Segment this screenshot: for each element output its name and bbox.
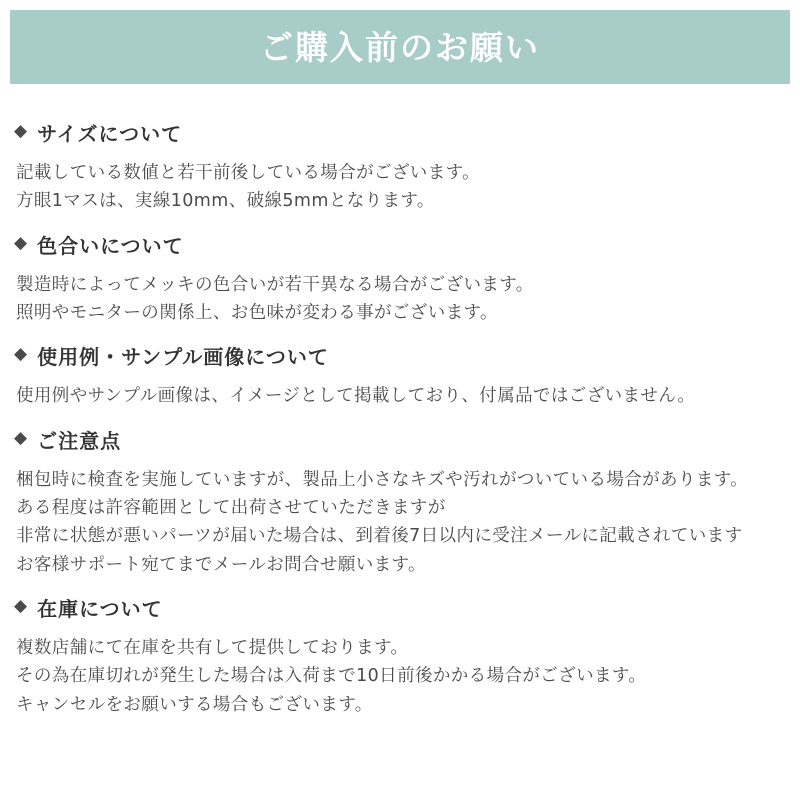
section-sample-images bbox=[14, 341, 786, 410]
section-title: 使用例・サンプル画像について bbox=[37, 345, 329, 370]
section-heading bbox=[14, 230, 786, 259]
page-banner bbox=[10, 10, 790, 84]
body-line: 記載している数値と若干前後している場合がございます。 bbox=[16, 163, 480, 183]
section-title: 色合いについて bbox=[37, 233, 184, 258]
body-line: 非常に状態が悪いパーツが届いた場合は、到着後7日以内に受注メールに記載されています bbox=[16, 526, 743, 547]
body-line: 梱包時に検査を実施していますが、製品上小さなキズや汚れがついている場合があります。 bbox=[16, 469, 749, 490]
section-title: ご注意点 bbox=[37, 428, 122, 453]
section-color bbox=[14, 230, 786, 328]
page-title: ご購入前のお願い bbox=[260, 27, 540, 67]
section-body bbox=[14, 159, 786, 216]
body-line: 方眼1マスは、実線10mm、破線5mmとなります。 bbox=[16, 191, 435, 212]
section-heading bbox=[14, 425, 786, 454]
body-line: 照明やモニターの関係上、お色味が変わる事がございます。 bbox=[16, 303, 498, 324]
body-line: 製造時によってメッキの色合いが若干異なる場合がございます。 bbox=[16, 274, 534, 295]
section-title: 在庫について bbox=[37, 597, 163, 622]
diamond-icon: ◆ bbox=[14, 232, 28, 253]
section-heading bbox=[14, 341, 786, 370]
body-line: 複数店舗にて在庫を共有して提供しております。 bbox=[16, 638, 409, 659]
section-body bbox=[14, 382, 786, 410]
diamond-icon: ◆ bbox=[14, 596, 28, 617]
section-body bbox=[14, 634, 786, 719]
section-stock bbox=[14, 593, 786, 719]
section-cautions bbox=[14, 425, 786, 579]
diamond-icon: ◆ bbox=[14, 121, 28, 141]
diamond-icon: ◆ bbox=[14, 344, 28, 365]
body-line: キャンセルをお願いする場合もございます。 bbox=[16, 694, 373, 715]
diamond-icon: ◆ bbox=[14, 427, 28, 448]
body-line: その為在庫切れが発生した場合は入荷まで10日前後かかる場合がございます。 bbox=[16, 666, 647, 687]
section-body bbox=[14, 466, 786, 579]
body-line: ある程度は許容範囲として出荷させていただきますが bbox=[16, 498, 446, 519]
section-body bbox=[14, 271, 786, 328]
section-title: サイズについて bbox=[37, 122, 183, 146]
body-line: 使用例やサンプル画像は、イメージとして掲載しており、付属品ではございません。 bbox=[16, 386, 696, 407]
body-line: お客様サポート宛てまでメールお問合せ願います。 bbox=[16, 554, 426, 575]
section-heading bbox=[14, 118, 786, 147]
section-heading bbox=[14, 593, 786, 622]
notice-content bbox=[0, 84, 800, 719]
section-size bbox=[14, 118, 786, 216]
